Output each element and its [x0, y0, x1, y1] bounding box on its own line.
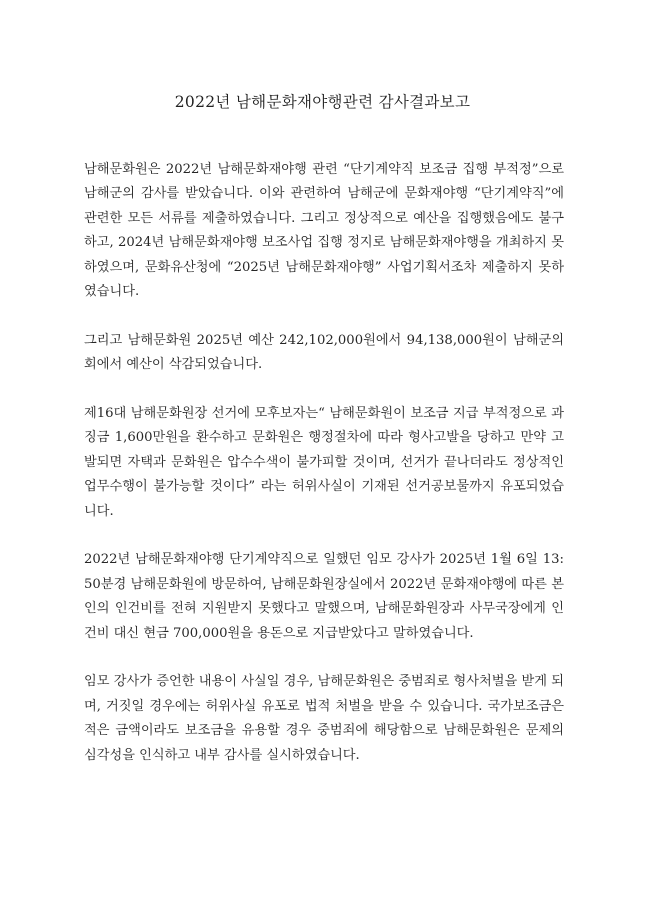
paragraph-budget-cut: 그리고 남해문화원 2025년 예산 242,102,000원에서 94,138,000원이 남해군의회에서 예산이 삭감되었습니다. — [84, 332, 564, 373]
document-body — [84, 158, 564, 792]
document-title: 2022년 남해문화재야행관련 감사결과보고 — [174, 93, 471, 111]
paragraph-election-flyer: 제16대 남해문화원장 선거에 모후보자는“ 남해문화원이 보조금 지급 부적정으로 과징금 1,600만원을 환수하고 문화원은 행정절차에 따라 형사고발을 당하고 만약 고발되면 자택과 문화원은 압수수색이 불가피할 것이며, 선거가 끝나더라도 정상적인 업무수행이 불가능할 것이다” 라는 허위사실이 기재된 선거공보물까지 유포되었습니다. — [84, 406, 564, 519]
paragraph-internal-audit: 임모 강사가 증언한 내용이 사실일 경우, 남해문화원은 중범죄로 형사처벌을 받게 되며, 거짓일 경우에는 허위사실 유포로 법적 처벌을 받을 수 있습니다. 국가보조금은 적은 금액이라도 보조금을 유용할 경우 중범죄에 해당함으로 남해문화원은 문제의 심각성을 인식하고 내부 감사를 실시하였습니다. — [84, 674, 564, 763]
paragraph-audit-background: 남해문화원은 2022년 남해문화재야행 관련 “단기계약직 보조금 집행 부적정”으로 남해군의 감사를 받았습니다. 이와 관련하여 남해군에 문화재야행 “단기계약직”에 관련한 모든 서류를 제출하였습니다. 그리고 정상적으로 예산을 집행했음에도 불구하고, 2024년 남해문화재야행 보조사업 집행 정지로 남해문화재야행을 개최하지 못하였으며, 문화유산청에 “2025년 남해문화재야행” 사업기획서조차 제출하지 못하였습니다. — [84, 162, 564, 300]
paragraph-instructor-testimony: 2022년 남해문화재야행 단기계약직으로 일했던 임모 강사가 2025년 1월 6일 13:50분경 남해문화원에 방문하여, 남해문화원장실에서 2022년 문화재야행에 따른 본인의 인건비를 전혀 지원받지 못했다고 말했으며, 남해문화원장과 사무국장에게 인건비 대신 현금 700,000원을 용돈으로 지급받았다고 말하였습니다. — [84, 552, 564, 641]
